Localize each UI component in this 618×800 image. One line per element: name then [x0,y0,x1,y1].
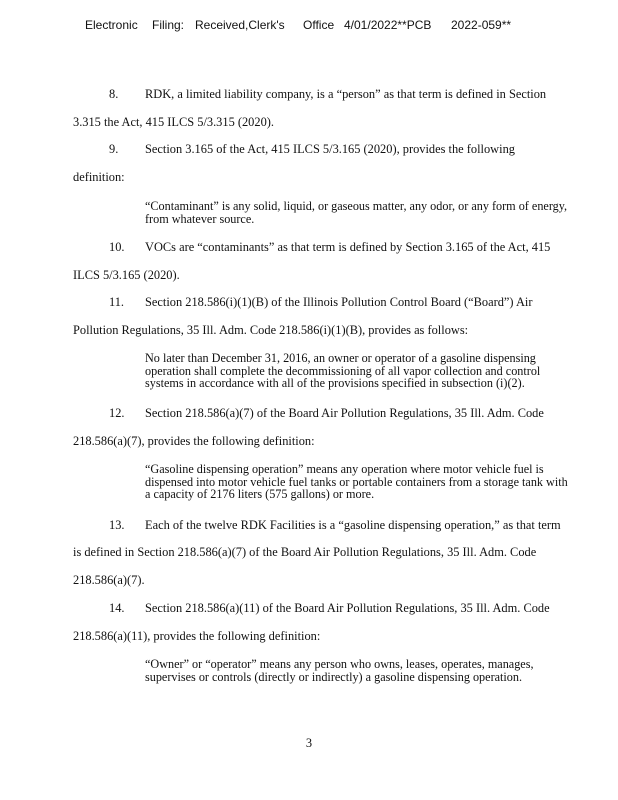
paragraph-number: 9. [109,142,119,156]
paragraph-number: 13. [109,518,125,532]
paragraph-text: 218.586(a)(11), provides the following definition: [73,629,321,643]
paragraph-text: Section 218.586(a)(7) of the Board Air Pollution Regulations, 35 Ill. Adm. Code [145,406,544,420]
header-case: 2022-059** [451,18,512,32]
block-quote: “Gasoline dispensing operation” means any operation where motor vehicle fuel is dispensed into motor vehicle fuel tanks or portable containers from a storage tank with a capacity of 2176 liters (575 gallons) or more. [145,462,568,501]
block-quote: No later than December 31, 2016, an owner or operator of a gasoline dispensing operation shall complete the decommissioning of all vapor collection and control systems in accordance with all of the provisions specified in subsection (i)(2). [145,351,541,390]
paragraph-number: 8. [109,87,119,101]
header-office: Office [303,18,335,32]
paragraph-text: Pollution Regulations, 35 Ill. Adm. Code 218.586(i)(1)(B), provides as follows: [73,323,469,337]
paragraph-number: 11. [109,295,125,309]
block-quote: “Owner” or “operator” means any person who owns, leases, operates, manages, supervises or controls (directly or indirectly) a gasoline dispensing operation. [145,657,534,684]
paragraph-number: 10. [109,240,125,254]
header-received: Received,Clerk's [195,18,285,32]
paragraph-text: Section 218.586(a)(11) of the Board Air Pollution Regulations, 35 Ill. Adm. Code [145,601,550,615]
paragraph-text: VOCs are “contaminants” as that term is defined by Section 3.165 of the Act, 415 [145,240,551,254]
paragraph-text: definition: [73,170,125,184]
paragraph-text: 218.586(a)(7), provides the following definition: [73,434,315,448]
header-electronic: Electronic [85,18,138,32]
paragraph-text: Section 3.165 of the Act, 415 ILCS 5/3.165 (2020), provides the following [145,142,515,156]
filing-header [0,18,618,36]
paragraph-text: 3.315 the Act, 415 ILCS 5/3.315 (2020). [73,115,274,129]
paragraph-number: 14. [109,601,125,615]
header-filing: Filing: [152,18,185,32]
paragraph-text: 218.586(a)(7). [73,573,145,587]
paragraph-text: Each of the twelve RDK Facilities is a “gasoline dispensing operation,” as that term [145,518,561,532]
paragraph-text: ILCS 5/3.165 (2020). [73,268,180,282]
header-date: 4/01/2022**PCB [344,18,432,32]
paragraph-text: RDK, a limited liability company, is a “person” as that term is defined in Section [145,87,547,101]
paragraph-text: is defined in Section 218.586(a)(7) of the Board Air Pollution Regulations, 35 Ill. Adm. Code [73,545,537,559]
paragraph-text: Section 218.586(i)(1)(B) of the Illinois Pollution Control Board (“Board”) Air [145,295,533,309]
page-number: 3 [305,736,313,750]
paragraph-number: 12. [109,406,125,420]
block-quote: “Contaminant” is any solid, liquid, or gaseous matter, any odor, or any form of energy, from whatever source. [145,199,568,226]
